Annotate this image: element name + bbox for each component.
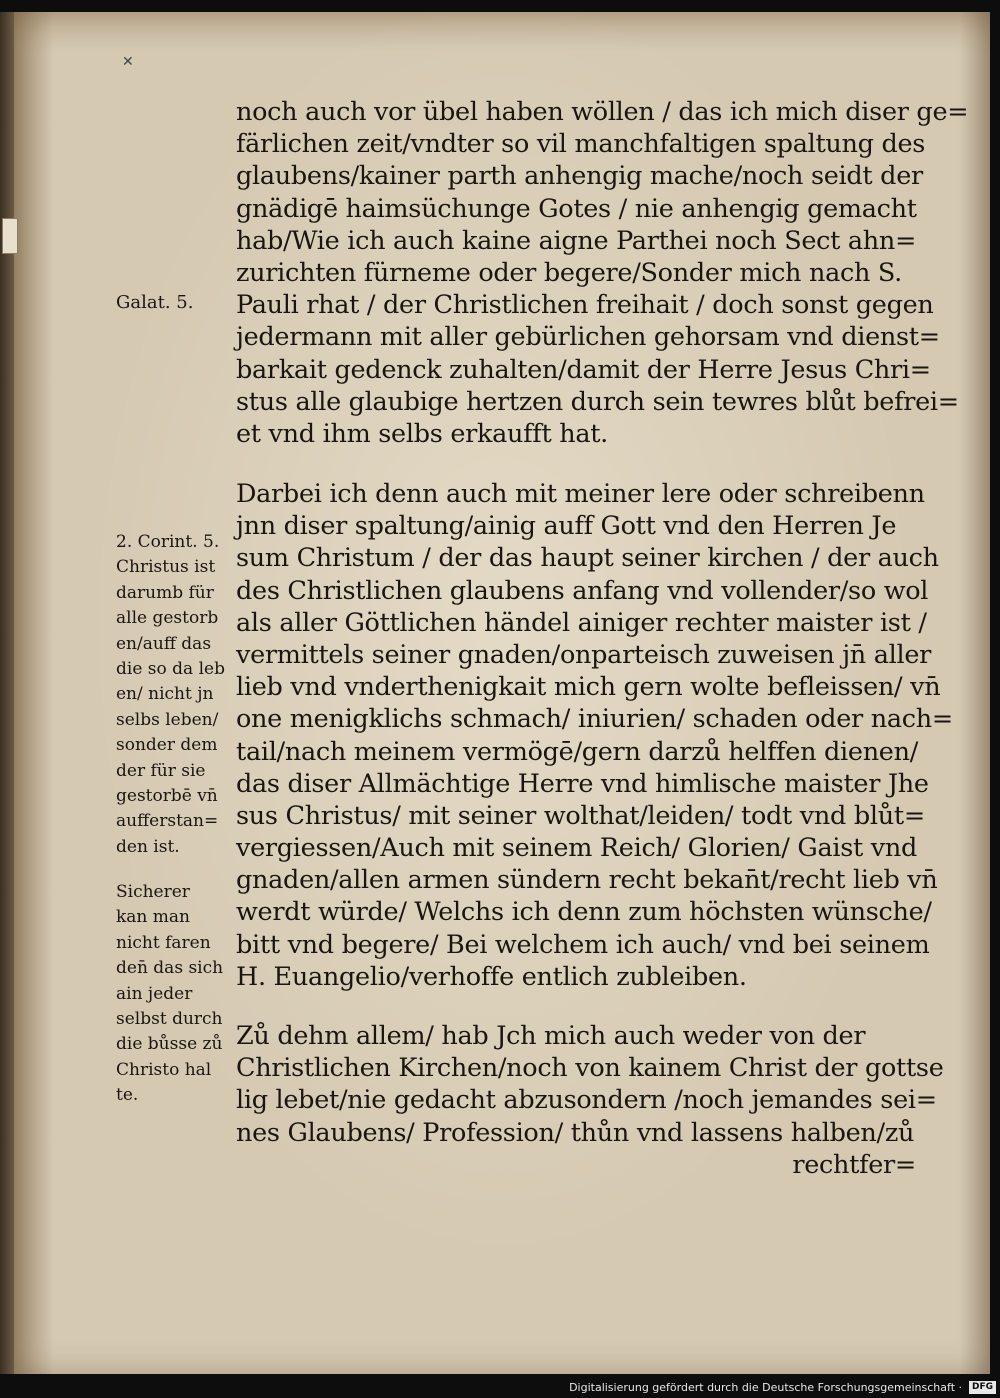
text-line: färlichen zeit/vndter so vil manchfaltigen spaltung des xyxy=(236,129,926,160)
margin-line: Sicherer xyxy=(116,882,190,902)
text-line: bitt vnd begere/ Bei welchem ich auch/ vnd bei seinem xyxy=(236,929,930,960)
text-line: als aller Göttlichen händel ainiger rechter maister ist / xyxy=(236,607,927,638)
margin-note-galat: Galat. 5. xyxy=(116,292,194,313)
text-line: gnaden/allen armen sündern recht bekan̄t/recht lieb vn̄ xyxy=(236,865,938,896)
text-line: zurichten fürneme oder begere/Sonder mich nach S. xyxy=(236,257,902,288)
text-line: vergiessen/Auch mit seinem Reich/ Glorien/ Gaist vnd xyxy=(236,833,918,864)
bookmark-tab xyxy=(2,218,18,254)
text-line: lieb vnd vnderthenigkait mich gern wolte befleissen/ vn̄ xyxy=(236,672,941,703)
margin-line: sonder dem xyxy=(116,735,218,756)
text-line: jedermann mit aller gebürlichen gehorsam vnd dienst= xyxy=(236,322,940,353)
margin-line: en/auff das xyxy=(116,633,212,654)
margin-line: selbs leben/ xyxy=(116,709,219,730)
text-line: H. Euangelio/verhoffe entlich zubleiben. xyxy=(236,961,747,992)
catchword: rechtfer= xyxy=(792,1149,916,1180)
text-line: Zů dehm allem/ hab Jch mich auch weder von der xyxy=(236,1021,866,1051)
margin-line: Christo hal xyxy=(116,1059,212,1080)
margin-line: ain jeder xyxy=(116,983,193,1004)
text-line: one menigklichs schmach/ iniurien/ schaden oder nach= xyxy=(236,704,953,735)
margin-line: die bůsse zů xyxy=(116,1034,223,1055)
margin-line: kan man xyxy=(116,907,190,928)
margin-line: 2. Corint. 5. xyxy=(116,532,220,552)
text-line: Christlichen Kirchen/noch von kainem Christ der gottse xyxy=(236,1053,944,1084)
text-line: tail/nach meinem vermögē/gern darzů helffen dienen/ xyxy=(236,736,919,767)
margin-note-sicherer xyxy=(116,880,256,1109)
text-line: des Christlichen glaubens anfang vnd vollender/so wol xyxy=(236,575,929,606)
text-block-2 xyxy=(236,478,956,993)
text-line: werdt würde/ Welchs ich denn zum höchsten wünsche/ xyxy=(236,897,932,928)
text-line: nes Glaubens/ Profession/ thůn vnd lassens halben/zů xyxy=(236,1117,915,1148)
text-line: barkait gedenck zuhalten/damit der Herre Jesus Chri= xyxy=(236,354,931,385)
footer-credit: Digitalisierung gefördert durch die Deutsche Forschungsgemeinschaft · xyxy=(569,1381,962,1394)
text-block-1 xyxy=(236,96,969,450)
margin-line: die so da leb xyxy=(116,659,225,680)
margin-line: gestorbē vn̄ xyxy=(116,786,218,807)
margin-line: te. xyxy=(116,1085,139,1106)
margin-line: Christus ist xyxy=(116,557,216,578)
margin-line: selbst durch xyxy=(116,1009,223,1030)
margin-line: den̄ das sich xyxy=(116,958,224,979)
text-line: stus alle glaubige hertzen durch sein tewres blůt befrei= xyxy=(236,386,959,417)
text-line: vermittels seiner gnaden/onparteisch zuweisen jn̄ aller xyxy=(236,639,932,670)
text-line: Darbei ich denn auch mit meiner lere oder schreibenn xyxy=(236,479,925,509)
text-line: sum Christum / der das haupt seiner kirchen / der auch xyxy=(236,543,939,574)
text-line: noch auch vor übel haben wöllen / das ich mich diser ge= xyxy=(236,97,969,127)
page-mark: ✕ xyxy=(122,54,134,70)
margin-line: aufferstan= xyxy=(116,811,219,832)
margin-line: der für sie xyxy=(116,760,206,781)
text-line: sus Christus/ mit seiner wolthat/leiden/ todt vnd blůt= xyxy=(236,800,925,831)
margin-note-corinth xyxy=(116,530,256,860)
margin-line: darumb für xyxy=(116,582,214,603)
text-line: jnn diser spaltung/ainig auff Gott vnd den Herren Je xyxy=(236,511,897,542)
text-block-3 xyxy=(236,1020,956,1149)
catchword-line xyxy=(236,1149,956,1181)
text-line: lig lebet/nie gedacht abzusondern /noch jemandes sei= xyxy=(236,1085,937,1116)
text-line: hab/Wie ich auch kaine aigne Parthei noch Sect ahn= xyxy=(236,225,917,256)
text-line: et vnd ihm selbs erkaufft hat. xyxy=(236,418,608,449)
page-edge xyxy=(0,12,14,1374)
margin-line: nicht faren xyxy=(116,932,211,953)
margin-line: den ist. xyxy=(116,836,180,857)
text-line: Pauli rhat / der Christlichen freihait / doch sonst gegen xyxy=(236,290,934,321)
margin-line: en/ nicht jn xyxy=(116,684,214,705)
text-line: gnädigē haimsüchunge Gotes / nie anhengig gemacht xyxy=(236,193,917,224)
dfg-logo: DFG xyxy=(969,1381,996,1394)
text-line: glaubens/kainer parth anhengig mache/noch seidt der xyxy=(236,161,923,192)
text-line: das diser Allmächtige Herre vnd himlische maister Jhe xyxy=(236,768,929,799)
margin-line: alle gestorb xyxy=(116,608,219,629)
